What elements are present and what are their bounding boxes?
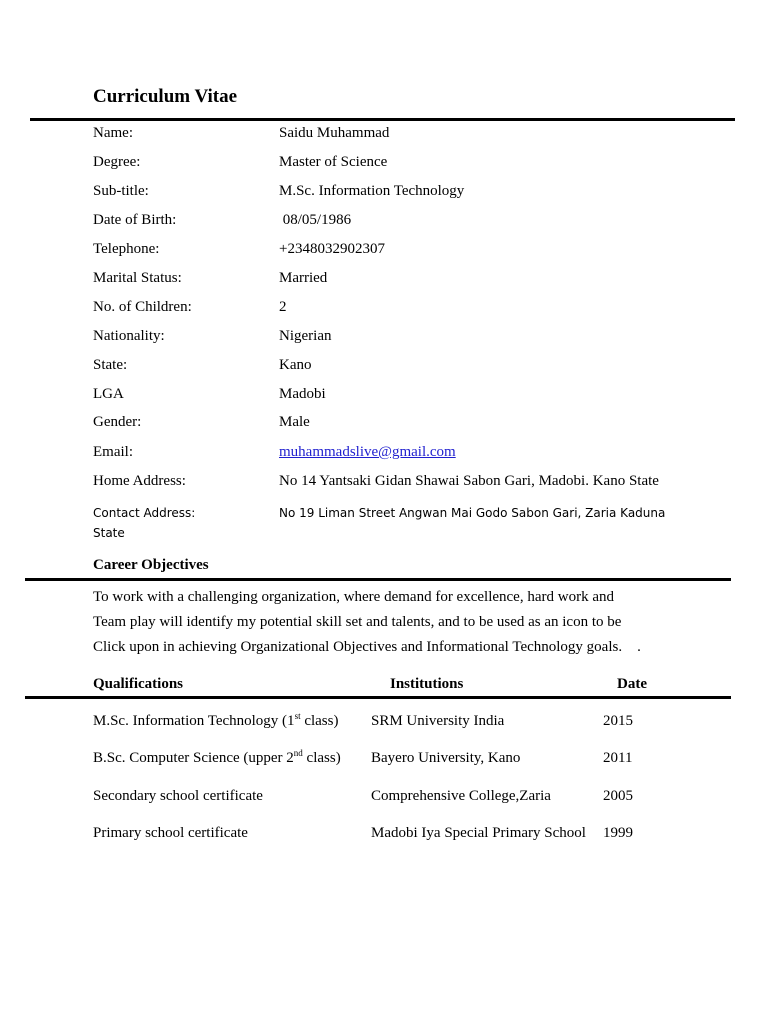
degree-value: Master of Science <box>279 154 388 170</box>
date-cell: 2011 <box>603 750 633 766</box>
lga-label: LGA <box>93 386 124 402</box>
marital-status-value: Married <box>279 270 328 286</box>
career-objectives-heading: Career Objectives <box>93 557 209 573</box>
qualifications-divider <box>25 696 731 699</box>
marital-status-label: Marital Status: <box>93 270 182 286</box>
date-cell: 2015 <box>603 713 633 729</box>
degree-label: Degree: <box>93 154 141 170</box>
institution-cell: Madobi Iya Special Primary School <box>371 825 586 841</box>
contact-address-label-cont: State <box>93 526 125 540</box>
career-divider <box>25 578 731 581</box>
qualification-cell: B.Sc. Computer Science (upper 2nd class) <box>93 748 341 766</box>
home-address-value: No 14 Yantsaki Gidan Shawai Sabon Gari, Madobi. Kano State <box>279 473 659 489</box>
subtitle-value: M.Sc. Information Technology <box>279 183 465 199</box>
name-value: Saidu Muhammad <box>279 125 390 141</box>
lga-value: Madobi <box>279 386 326 402</box>
telephone-value: +2348032902307 <box>279 241 385 257</box>
career-line: Team play will identify my potential skill set and talents, and to be used as an icon to be <box>93 614 622 630</box>
state-label: State: <box>93 357 128 373</box>
subtitle-label: Sub-title: <box>93 183 149 199</box>
email-label: Email: <box>93 444 133 460</box>
title-divider <box>30 118 735 121</box>
children-value: 2 <box>279 299 287 315</box>
date-cell: 2005 <box>603 788 633 804</box>
telephone-label: Telephone: <box>93 241 160 257</box>
state-value: Kano <box>279 357 312 373</box>
contact-address-value: No 19 Liman Street Angwan Mai Godo Sabon Gari, Zaria Kaduna <box>279 506 666 520</box>
qualification-cell: Primary school certificate <box>93 825 248 841</box>
name-label: Name: <box>93 125 133 141</box>
qualification-cell: Secondary school certificate <box>93 788 263 804</box>
children-label: No. of Children: <box>93 299 192 315</box>
home-address-label: Home Address: <box>93 473 186 489</box>
institution-cell: Comprehensive College,Zaria <box>371 788 551 804</box>
qualifications-heading: Qualifications <box>93 676 184 692</box>
career-line: To work with a challenging organization, where demand for excellence, hard work and <box>93 589 614 605</box>
date-heading: Date <box>617 676 647 692</box>
contact-address-label: Contact Address: <box>93 506 196 520</box>
qualification-cell: M.Sc. Information Technology (1st class) <box>93 711 339 729</box>
nationality-value: Nigerian <box>279 328 332 344</box>
gender-label: Gender: <box>93 414 142 430</box>
institutions-heading: Institutions <box>390 676 464 692</box>
date-cell: 1999 <box>603 825 633 841</box>
dob-label: Date of Birth: <box>93 212 177 228</box>
career-line: Click upon in achieving Organizational Objectives and Informational Technology goals. . <box>93 639 641 655</box>
nationality-label: Nationality: <box>93 328 165 344</box>
institution-cell: SRM University India <box>371 713 505 729</box>
email-link[interactable]: muhammadslive@gmail.com <box>279 444 456 460</box>
dob-value: 08/05/1986 <box>279 212 352 228</box>
gender-value: Male <box>279 414 310 430</box>
institution-cell: Bayero University, Kano <box>371 750 521 766</box>
page-title: Curriculum Vitae <box>93 86 238 107</box>
